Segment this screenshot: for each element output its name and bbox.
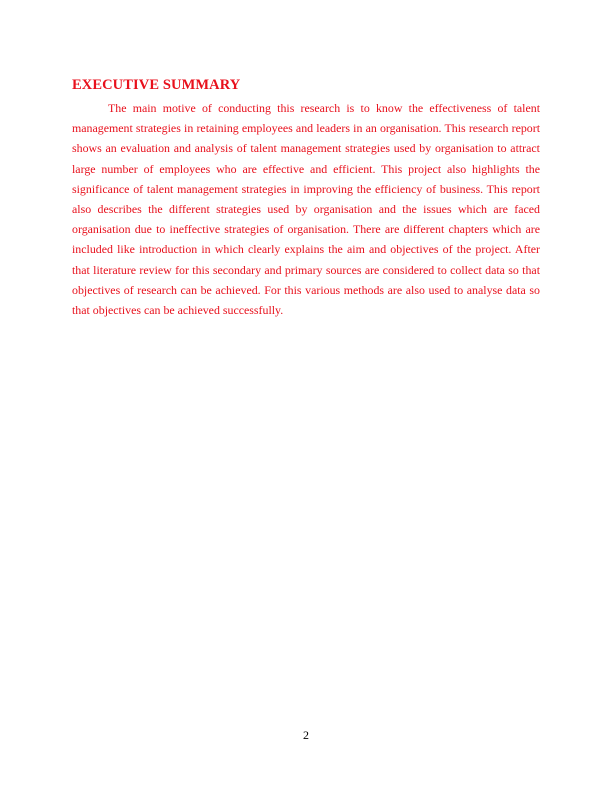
- section-heading: EXECUTIVE SUMMARY: [72, 77, 241, 93]
- summary-paragraph: The main motive of conducting this research is to know the effectiveness of talent management strategies in retaining employees and leaders in an organisation. This research report shows an evaluation and analysis of talent management strategies used by organisation to attract large number of employees who are effective and efficient. This project also highlights the significance of talent management strategies in improving the efficiency of business. This report also describes the different strategies used by organisation and the issues which are faced organisation due to ineffective strategies of organisation. There are different chapters which are included like introduction in which clearly explains the aim and objectives of the project. After that literature review for this secondary and primary sources are considered to collect data so that objectives of research can be achieved. For this various methods are also used to analyse data so that objectives can be achieved successfully.: [72, 101, 540, 318]
- page-number: 2: [303, 728, 309, 742]
